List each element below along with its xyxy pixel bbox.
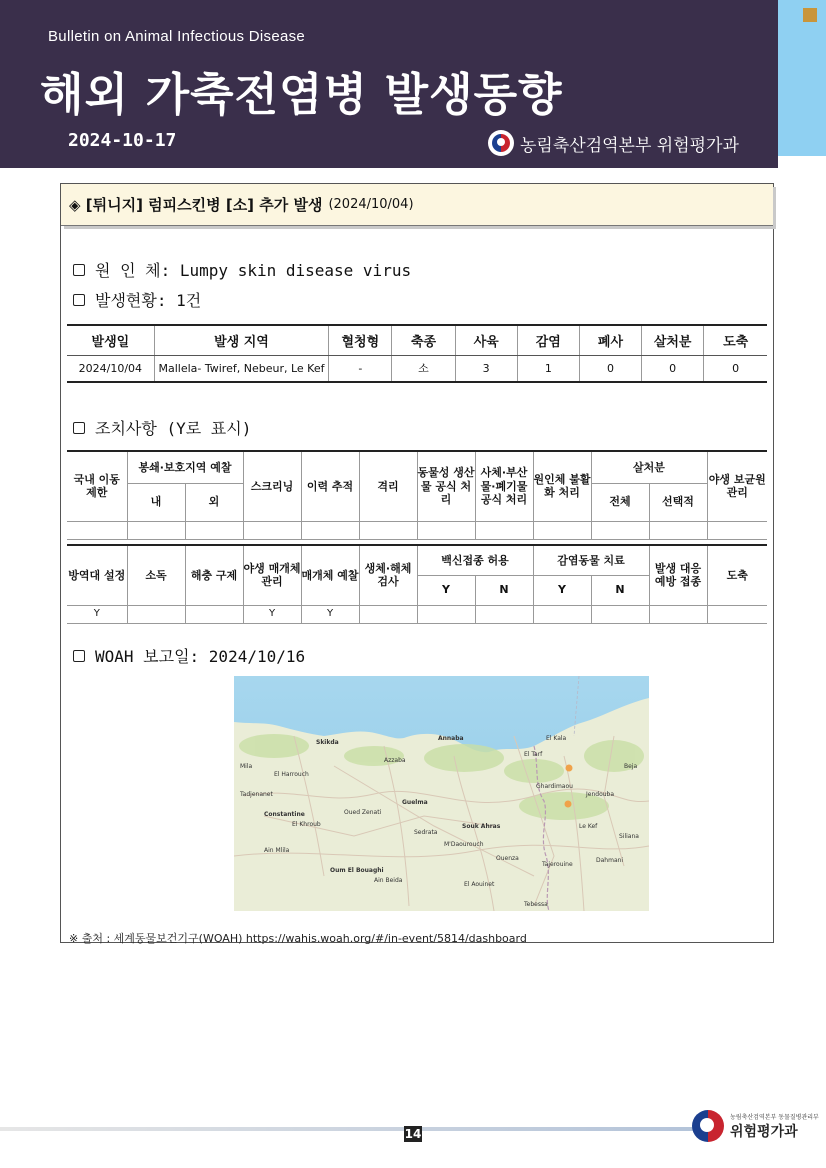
map-label: Tajerouine bbox=[542, 861, 573, 868]
table-cell bbox=[591, 521, 649, 539]
table-cell bbox=[707, 521, 767, 539]
table-header: 사체·부산물·폐기물 공식 처리 bbox=[475, 451, 533, 521]
table-cell bbox=[67, 521, 127, 539]
section-title bbox=[61, 184, 773, 226]
outbreak-marker bbox=[565, 801, 572, 808]
measures-line bbox=[73, 416, 251, 439]
table-header: 동물성 생산물 공식 처리 bbox=[417, 451, 475, 521]
table-header: 야생 매개체 관리 bbox=[243, 545, 301, 605]
table-header: 전체 bbox=[591, 483, 649, 521]
table-cell bbox=[417, 605, 475, 623]
table-header: Y bbox=[533, 575, 591, 605]
table-cell bbox=[417, 521, 475, 539]
checkbox-square-icon bbox=[73, 264, 85, 276]
map-label: Tadjenanet bbox=[240, 791, 273, 798]
table-header: 봉쇄·보호지역 예찰 bbox=[127, 451, 243, 483]
page-number: 14 bbox=[404, 1127, 422, 1141]
table-header-row bbox=[67, 545, 767, 575]
map-label: Dahmani bbox=[596, 857, 624, 864]
map-label: Ain Beida bbox=[374, 877, 403, 884]
table-cell: Mallela- Twiref, Nebeur, Le Kef bbox=[154, 355, 328, 382]
table-cell: Y bbox=[243, 605, 301, 623]
table-header: 도축 bbox=[707, 545, 767, 605]
table-header: 도축 bbox=[704, 325, 767, 355]
map-label: Beja bbox=[624, 763, 638, 770]
section-title-text: ◈ [튀니지] 럼피스킨병 [소] 추가 발생 bbox=[69, 196, 323, 214]
checkbox-square-icon bbox=[73, 294, 85, 306]
footer-org-small: 농림축산검역본부 동물질병관리부 bbox=[730, 1113, 819, 1121]
table-cell bbox=[475, 605, 533, 623]
table-header: 살처분 bbox=[642, 325, 704, 355]
outbreak-marker bbox=[566, 765, 573, 772]
table-cell bbox=[533, 605, 591, 623]
map-label: El Kala bbox=[546, 735, 567, 742]
measures-table-2 bbox=[67, 544, 767, 624]
table-cell bbox=[359, 605, 417, 623]
map-label: Guelma bbox=[402, 799, 428, 806]
woah-text: WOAH 보고일: 2024/10/16 bbox=[95, 647, 306, 666]
map-label: Oum El Bouaghi bbox=[330, 867, 384, 874]
section-title-date: (2024/10/04) bbox=[328, 197, 414, 212]
table-header: 발생 대응 예방 접종 bbox=[649, 545, 707, 605]
table-header-row bbox=[67, 325, 767, 355]
table-header: 축종 bbox=[392, 325, 455, 355]
taegeuk-emblem-icon bbox=[690, 1108, 726, 1144]
table-header: 선택적 bbox=[649, 483, 707, 521]
table-cell: 0 bbox=[704, 355, 767, 382]
table-header: 스크리닝 bbox=[243, 451, 301, 521]
bulletin-subtitle: Bulletin on Animal Infectious Disease bbox=[48, 28, 306, 45]
table-cell: 3 bbox=[455, 355, 517, 382]
footer-org-block bbox=[730, 1112, 819, 1141]
table-cell bbox=[127, 521, 185, 539]
map-label: Jendouba bbox=[586, 791, 615, 798]
map-label: Souk Ahras bbox=[462, 823, 501, 830]
table-cell bbox=[127, 605, 185, 623]
table-cell bbox=[185, 605, 243, 623]
table-cell bbox=[243, 521, 301, 539]
table-cell: 0 bbox=[642, 355, 704, 382]
table-row bbox=[67, 605, 767, 623]
table-cell bbox=[185, 521, 243, 539]
map-label: El Harrouch bbox=[274, 771, 309, 778]
table-row bbox=[67, 355, 767, 382]
table-cell: 2024/10/04 bbox=[67, 355, 154, 382]
table-header: 백신접종 허용 bbox=[417, 545, 533, 575]
table-header: 해충 구제 bbox=[185, 545, 243, 605]
checkbox-square-icon bbox=[73, 422, 85, 434]
map-label: Ain Mlila bbox=[264, 847, 290, 854]
organization-name: 농림축산검역본부 위험평가과 bbox=[520, 135, 739, 156]
map-label: Mila bbox=[240, 763, 253, 770]
table-header: 발생일 bbox=[67, 325, 154, 355]
map-label: El Tarf bbox=[524, 751, 543, 758]
map-svg bbox=[234, 676, 649, 911]
table-header: 격리 bbox=[359, 451, 417, 521]
table-header-row bbox=[67, 451, 767, 483]
map-label: El Aouinet bbox=[464, 881, 495, 888]
measures-text: 조치사항 (Y로 표시) bbox=[95, 419, 252, 438]
table-cell bbox=[533, 521, 591, 539]
table-header: 감염 bbox=[517, 325, 579, 355]
map-label: Le Kef bbox=[579, 823, 598, 830]
map-label: Siliana bbox=[619, 833, 639, 840]
map-label: Skikda bbox=[316, 739, 339, 746]
table-cell: 0 bbox=[579, 355, 641, 382]
table-header: 살처분 bbox=[591, 451, 707, 483]
map-label: M'Daourouch bbox=[444, 841, 484, 848]
footer-dept: 위험평가과 bbox=[730, 1123, 798, 1140]
table-header: N bbox=[475, 575, 533, 605]
table-header: 원인체 불활화 처리 bbox=[533, 451, 591, 521]
table-header: 내 bbox=[127, 483, 185, 521]
table-header: 폐사 bbox=[579, 325, 641, 355]
report-box bbox=[60, 183, 774, 943]
table-header: 국내 이동 제한 bbox=[67, 451, 127, 521]
side-accent-strip bbox=[778, 0, 826, 156]
table-cell bbox=[649, 605, 707, 623]
source-note: ※ 출처 : 세계동물보건기구(WOAH) https://wahis.woah.org/#/in-event/5814/dashboard bbox=[69, 932, 527, 945]
table-header: 혈청형 bbox=[329, 325, 392, 355]
table-cell: 1 bbox=[517, 355, 579, 382]
outbreak-map bbox=[234, 676, 649, 911]
table-cell: Y bbox=[301, 605, 359, 623]
table-header: 생체·해체 검사 bbox=[359, 545, 417, 605]
map-label: Ouenza bbox=[496, 855, 519, 862]
table-header: 외 bbox=[185, 483, 243, 521]
table-header: 야생 보균원 관리 bbox=[707, 451, 767, 521]
table-header: Y bbox=[417, 575, 475, 605]
map-label: Azzaba bbox=[384, 757, 406, 764]
table-cell: Y bbox=[67, 605, 127, 623]
map-label: Oued Zenati bbox=[344, 809, 382, 816]
map-label: Sedrata bbox=[414, 829, 438, 836]
outbreak-table bbox=[67, 324, 767, 383]
map-label: Ghardimaou bbox=[536, 783, 573, 790]
table-cell: - bbox=[329, 355, 392, 382]
status-line bbox=[73, 288, 201, 311]
table-header: 소독 bbox=[127, 545, 185, 605]
status-text: 발생현황: 1건 bbox=[95, 291, 202, 310]
header-banner bbox=[0, 0, 778, 168]
woah-line bbox=[73, 644, 305, 667]
table-cell bbox=[649, 521, 707, 539]
table-header: 발생 지역 bbox=[154, 325, 328, 355]
table-header: N bbox=[591, 575, 649, 605]
table-header: 사육 bbox=[455, 325, 517, 355]
checkbox-square-icon bbox=[73, 650, 85, 662]
side-accent-square bbox=[803, 8, 817, 22]
footer-rule bbox=[0, 1127, 700, 1131]
map-label: Constantine bbox=[264, 811, 305, 818]
taegeuk-emblem-icon bbox=[488, 130, 514, 156]
table-row bbox=[67, 521, 767, 539]
table-header: 매개체 예찰 bbox=[301, 545, 359, 605]
footer-logo bbox=[690, 1108, 819, 1144]
measures-table-1 bbox=[67, 450, 767, 540]
pathogen-line bbox=[73, 258, 411, 281]
table-cell bbox=[359, 521, 417, 539]
table-cell: 소 bbox=[392, 355, 455, 382]
pathogen-text: 원 인 체: Lumpy skin disease virus bbox=[95, 261, 412, 280]
table-header: 이력 추적 bbox=[301, 451, 359, 521]
publish-date: 2024-10-17 bbox=[68, 130, 177, 151]
map-label: Annaba bbox=[438, 735, 464, 742]
table-cell bbox=[301, 521, 359, 539]
table-cell bbox=[591, 605, 649, 623]
organization bbox=[488, 130, 739, 156]
map-label: Tebessa bbox=[524, 901, 548, 908]
page-title: 해외 가축전염병 발생동향 bbox=[40, 68, 563, 121]
table-header: 감염동물 치료 bbox=[533, 545, 649, 575]
table-cell bbox=[475, 521, 533, 539]
map-label: El Khroub bbox=[292, 821, 321, 828]
table-header: 방역대 설정 bbox=[67, 545, 127, 605]
table-cell bbox=[707, 605, 767, 623]
